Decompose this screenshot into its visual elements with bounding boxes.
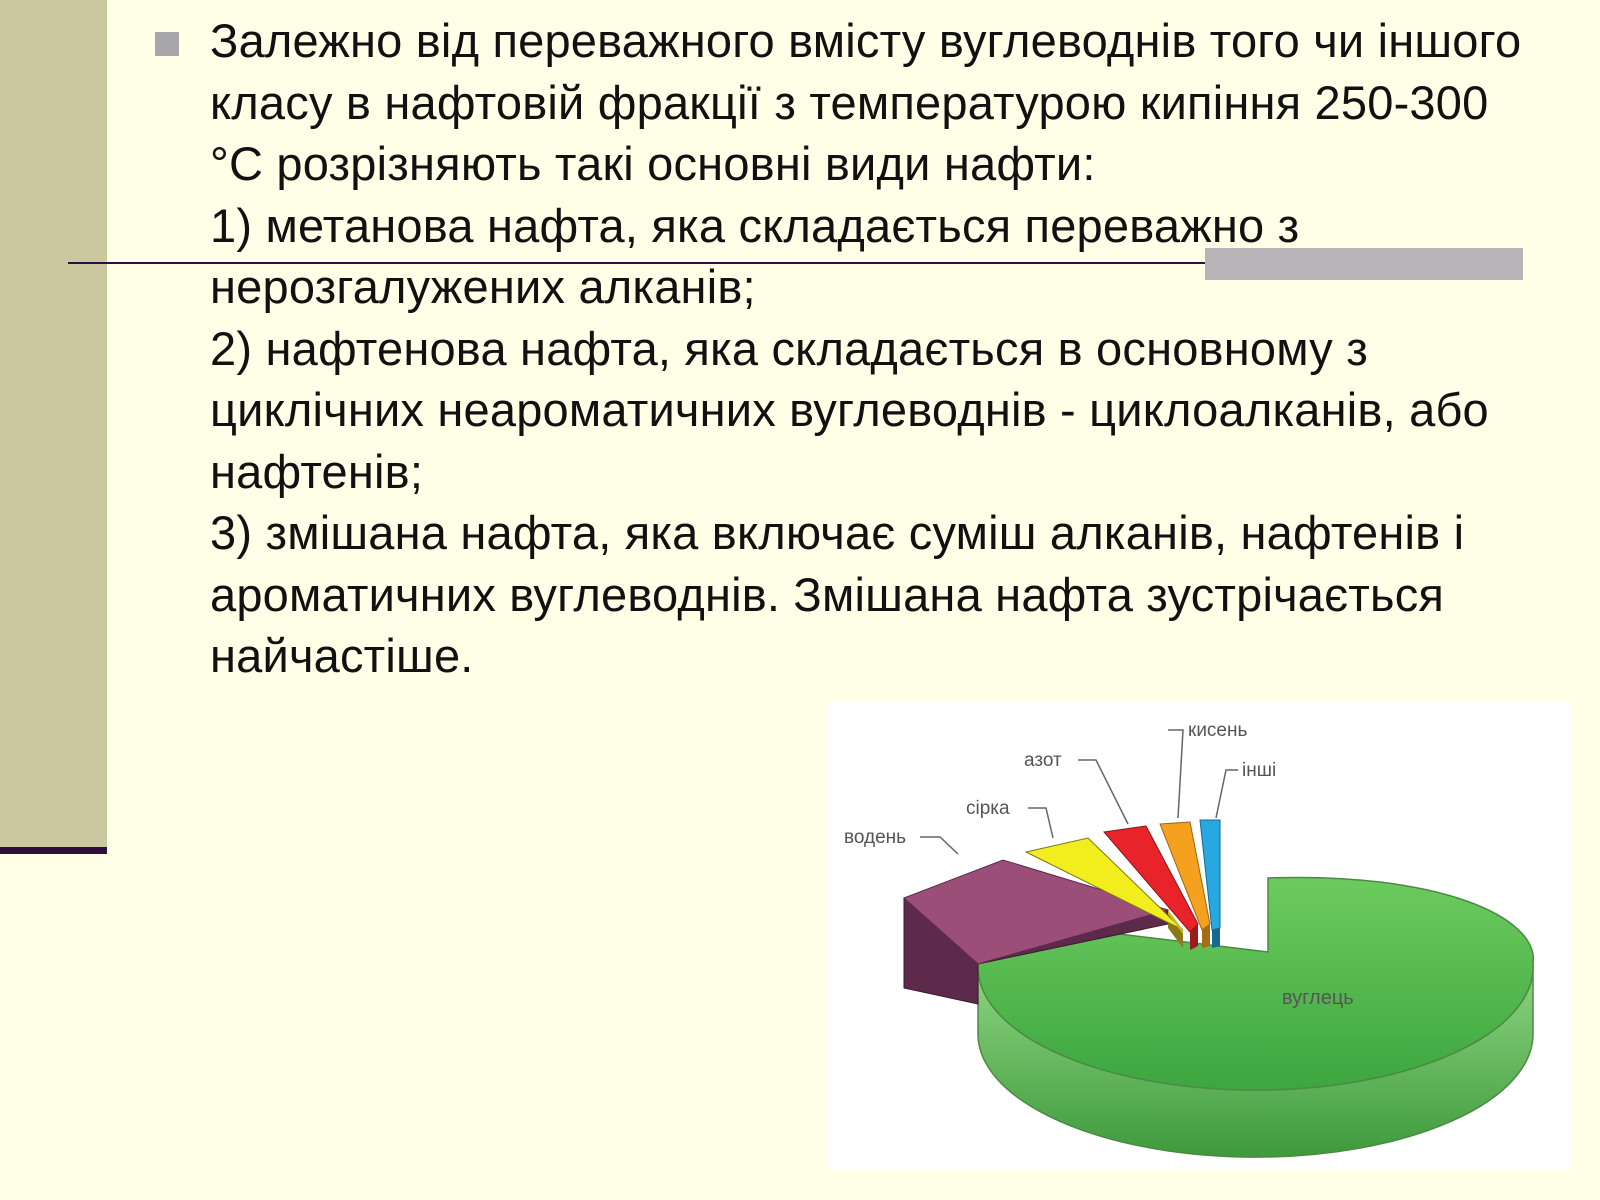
label-nitrogen: азот <box>1024 750 1062 771</box>
leader-nitrogen <box>1078 760 1128 824</box>
composition-pie-chart <box>828 702 1572 1170</box>
intro-paragraph: Залежно від переважного вмісту вуглеводнів того чи іншого класу в нафтовій фракції з температурою кипіння 250-300 °С розрізняють такі основні види нафти: <box>210 14 1522 190</box>
list-item-methane: 1) метанова нафта, яка складається переважно з нерозгалужених алканів; <box>210 198 1300 313</box>
bullet-square-icon <box>155 32 179 56</box>
list-item-mixed: 3) змішана нафта, яка включає суміш алканів, нафтенів і ароматичних вуглеводнів. Змішана нафта зустрічається найчастіше. <box>210 506 1465 682</box>
leader-hydrogen <box>920 837 958 854</box>
label-hydrogen: водень <box>844 827 907 848</box>
label-oxygen: кисень <box>1188 720 1248 741</box>
leader-sulfur <box>1028 808 1053 838</box>
list-item-naphthene: 2) нафтенова нафта, яка складається в основному з циклічних неароматичних вуглеводнів - циклоалканів, або нафтенів; <box>210 321 1489 498</box>
slide-body-text <box>210 10 1540 687</box>
leader-oxygen <box>1168 730 1183 818</box>
left-sidebar-bar <box>0 0 107 852</box>
label-sulfur: сірка <box>966 798 1010 819</box>
label-others: інші <box>1242 760 1277 781</box>
label-carbon: вуглець <box>1282 987 1354 1009</box>
sidebar-bottom-rule <box>0 847 107 854</box>
pie-chart-svg <box>828 702 1572 1170</box>
leader-others <box>1216 770 1238 818</box>
